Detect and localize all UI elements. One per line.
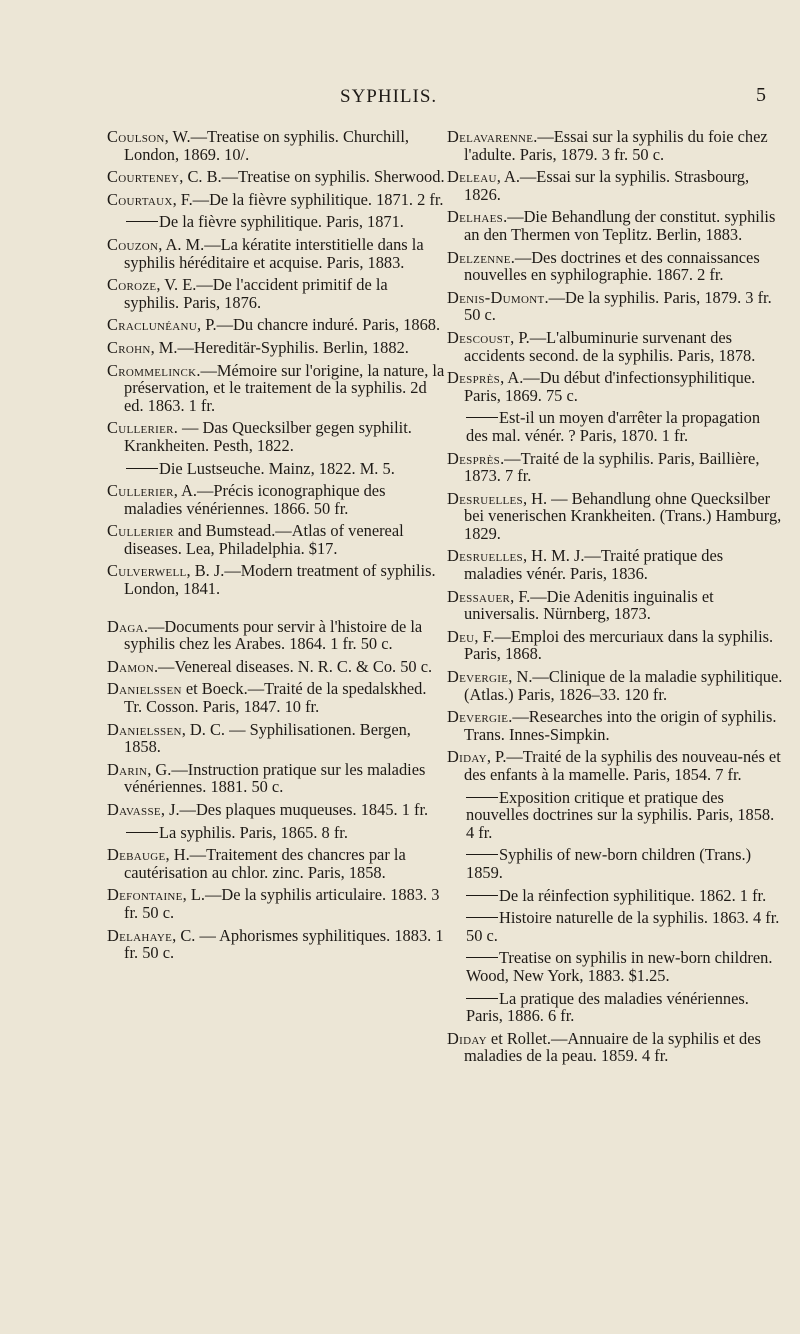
- bibliography-entry: [107, 276, 445, 311]
- bibliography-entry: [107, 316, 445, 334]
- entry-text: La syphilis. Paris, 1865. 8 fr.: [159, 822, 348, 842]
- bibliography-entry: [447, 168, 785, 203]
- entry-text: , A.—Du début d'infectionsyphilitique. Paris, 1869. 75 c.: [464, 368, 756, 405]
- entry-author: Debauge: [107, 845, 166, 865]
- bibliography-entry: [107, 522, 445, 557]
- bibliography-entry-continuation: [447, 949, 785, 984]
- entry-author: Desprès: [447, 448, 501, 468]
- bibliography-entry: [107, 339, 445, 357]
- bibliography-entry: [107, 846, 445, 881]
- bibliography-entry: [107, 236, 445, 271]
- entry-text: Exposition critique et pratique des nouvelles doctrines sur la syphilis. Paris, 1858. 4 fr.: [466, 787, 775, 842]
- entry-author: Daga: [107, 616, 144, 636]
- entry-author: Danielssen: [107, 719, 182, 739]
- bibliography-entry: [447, 490, 785, 543]
- entry-author: Craclunéanu: [107, 315, 198, 335]
- bibliography-entry: [107, 362, 445, 415]
- bibliography-entry: [107, 128, 445, 163]
- bibliography-entry: [447, 249, 785, 284]
- bibliography-entry: [107, 562, 445, 597]
- entry-author: Devergie: [447, 707, 509, 727]
- bibliography-entry: [107, 168, 445, 186]
- entry-author: Diday: [447, 1028, 487, 1048]
- entry-text: , A. M.—La kératite interstitielle dans la syphilis héréditaire et acquise. Paris, 1883.: [124, 234, 424, 272]
- entry-text: , A.—Précis iconographique des maladies vénériennes. 1866. 50 fr.: [124, 481, 386, 518]
- entry-text: , A.—Essai sur la syphilis. Strasbourg, 1826.: [464, 167, 750, 204]
- entry-text: De la fièvre syphilitique. Paris, 1871.: [159, 212, 404, 232]
- entry-text: La pratique des maladies vénériennes. Paris, 1886. 6 fr.: [466, 988, 749, 1026]
- entry-text: .—Documents pour servir à l'histoire de la syphilis chez les Arabes. 1864. 1 fr. 50 c.: [124, 616, 423, 654]
- entry-text: Histoire naturelle de la syphilis. 1863. 4 fr. 50 c.: [466, 908, 780, 945]
- bibliography-entry: [107, 618, 445, 653]
- bibliography-entry-continuation: [447, 887, 785, 905]
- entry-text: and Bumstead.—Atlas of venereal diseases. Lea, Philadelphia. $17.: [124, 521, 404, 558]
- entry-text: .—Mémoire sur l'origine, la nature, la préservation, et le traitement de la syphilis. 2d ed. 1863. 1 fr.: [124, 360, 445, 415]
- entry-author: Deu: [447, 626, 475, 646]
- entry-text: , C. — Aphorismes syphilitiques. 1883. 1 fr. 50 c.: [124, 925, 444, 963]
- bibliography-entry: [107, 721, 445, 756]
- entry-text: , H.—Traitement des chancres par la cautérisation au chlor. zinc. Paris, 1858.: [124, 845, 406, 882]
- entry-text: , B. J.—Modern treatment of syphilis. London, 1841.: [124, 561, 436, 599]
- entry-text: De la réinfection syphilitique. 1862. 1 fr.: [499, 885, 767, 905]
- entry-text: , H. — Behandlung ohne Quecksilber bei venerischen Krankheiten. (Trans.) Hamburg, 1829.: [464, 488, 782, 543]
- entry-author: Cullerier: [107, 418, 174, 438]
- bibliography-entry: [447, 547, 785, 582]
- entry-author: Culverwell: [107, 561, 187, 581]
- bibliography-entry: [447, 628, 785, 663]
- entry-author: Crohn: [107, 337, 151, 357]
- bibliography-entry: [107, 680, 445, 715]
- entry-text: , H. M. J.—Traité pratique des maladies vénér. Paris, 1836.: [464, 546, 724, 584]
- bibliography-entry: [107, 482, 445, 517]
- bibliography-entry: [447, 369, 785, 404]
- right-column: [447, 128, 785, 1070]
- bibliography-entry: [447, 588, 785, 623]
- entry-text: .—Venereal diseases. N. R. C. & Co. 50 c.: [153, 656, 433, 676]
- bibliography-entry-continuation: [447, 789, 785, 842]
- left-column: [107, 128, 445, 967]
- entry-text: , F.—De la fièvre syphilitique. 1871. 2 fr.: [172, 189, 444, 209]
- bibliography-entry: [447, 329, 785, 364]
- entry-author: Descoust: [447, 327, 511, 347]
- entry-text: , F.—Die Adenitis inguinalis et universalis. Nürnberg, 1873.: [464, 586, 714, 624]
- bibliography-entry: [447, 450, 785, 485]
- bibliography-entry-continuation: [107, 460, 445, 478]
- entry-author: Devergie: [447, 667, 509, 687]
- bibliography-entry-continuation: [107, 213, 445, 231]
- entry-author: Cullerier: [107, 481, 174, 501]
- bibliography-entry: [447, 708, 785, 743]
- bibliography-entry: [107, 886, 445, 921]
- running-head: SYPHILIS.: [340, 86, 438, 107]
- entry-author: Desprès: [447, 368, 501, 388]
- entry-author: Davasse: [107, 800, 161, 819]
- entry-author: Defontaine: [107, 885, 183, 905]
- entry-text: , M.—Hereditär-Syphilis. Berlin, 1882.: [150, 337, 409, 357]
- entry-text: , C. B.—Treatise on syphilis. Sherwood.: [179, 167, 445, 187]
- entry-text: , N.—Clinique de la maladie syphilitique. (Atlas.) Paris, 1826–33. 120 fr.: [464, 667, 783, 704]
- entry-text: .—Essai sur la syphilis du foie chez l'adulte. Paris, 1879. 3 fr. 50 c.: [464, 127, 768, 164]
- entry-author: Desruelles: [447, 488, 523, 508]
- entry-text: .—Traité de la syphilis. Paris, Baillière, 1873. 7 fr.: [464, 448, 760, 486]
- bibliography-entry-continuation: [447, 909, 785, 944]
- entry-author: Desruelles: [447, 546, 523, 566]
- bibliography-entry: [447, 1030, 785, 1065]
- entry-author: Delahaye: [107, 925, 173, 945]
- entry-text: , P.—L'albuminurie survenant des accidents second. de la syphilis. Paris, 1878.: [464, 327, 756, 365]
- entry-author: Dessauer: [447, 586, 511, 606]
- entry-text: .—Des doctrines et des connaissances nouvelles en syphilographie. 1867. 2 fr.: [464, 247, 760, 285]
- entry-author: Courteney: [107, 167, 180, 187]
- entry-author: Delzenne: [447, 247, 511, 267]
- entry-author: Crommelinck: [107, 360, 197, 380]
- page-number: 5: [756, 84, 766, 106]
- entry-author: Diday: [447, 747, 487, 767]
- bibliography-entry: [107, 191, 445, 209]
- entry-author: Deleau: [447, 167, 497, 187]
- bibliography-entry-continuation: [447, 409, 785, 444]
- bibliography-entry: [107, 761, 445, 796]
- entry-text: et Boeck.—Traité de la spedalskhed. Tr. Cosson. Paris, 1847. 10 fr.: [124, 679, 427, 717]
- entry-text: .—Researches into the origin of syphilis. Trans. Innes-Simpkin.: [464, 707, 777, 744]
- bibliography-entry: [447, 289, 785, 324]
- entry-author: Denis-Dumont: [447, 287, 545, 307]
- entry-text: , J.—Des plaques muqueuses. 1845. 1 fr.: [160, 800, 429, 819]
- entry-text: et Rollet.—Annuaire de la syphilis et des maladies de la peau. 1859. 4 fr.: [464, 1028, 761, 1066]
- bibliography-entry-continuation: [447, 846, 785, 881]
- entry-text: Syphilis of new-born children (Trans.) 1859.: [466, 845, 752, 882]
- entry-author: Darin: [107, 759, 148, 779]
- entry-text: . — Das Quecksilber gegen syphilit. Krankheiten. Pesth, 1822.: [124, 418, 412, 455]
- entry-author: Coulson: [107, 127, 165, 146]
- entry-text: Treatise on syphilis in new-born children. Wood, New York, 1883. $1.25.: [466, 948, 773, 985]
- entry-author: Delavarenne: [447, 127, 534, 146]
- entry-text: Est-il un moyen d'arrêter la propagation des mal. vénér. ? Paris, 1870. 1 fr.: [466, 408, 761, 445]
- entry-text: , P.—Du chancre induré. Paris, 1868.: [197, 315, 441, 335]
- entry-author: Couzon: [107, 234, 159, 254]
- bibliography-entry: [107, 419, 445, 454]
- entry-text: , L.—De la syphilis articulaire. 1883. 3 fr. 50 c.: [124, 885, 440, 922]
- bibliography-entry-continuation: [447, 990, 785, 1025]
- entry-text: , V. E.—De l'accident primitif de la syphilis. Paris, 1876.: [124, 275, 388, 312]
- bibliography-entry: [447, 668, 785, 703]
- entry-text: Die Lustseuche. Mainz, 1822. M. 5.: [159, 458, 395, 478]
- bibliography-entry: [107, 801, 445, 819]
- bibliography-entry: [107, 927, 445, 962]
- entry-text: , P.—Traité de la syphilis des nouveau-nés et des enfants à la mamelle. Paris, 1854. 7 fr.: [464, 747, 781, 784]
- entry-text: .—Die Behandlung der constitut. syphilis an den Thermen von Teplitz. Berlin, 1883.: [464, 207, 776, 244]
- entry-text: , G.—Instruction pratique sur les maladies vénériennes. 1881. 50 c.: [124, 759, 426, 797]
- entry-author: Coroze: [107, 275, 157, 295]
- entry-author: Delhaes: [447, 207, 504, 227]
- entry-author: Cullerier: [107, 521, 174, 541]
- entry-author: Damon: [107, 656, 154, 676]
- entry-author: Danielssen: [107, 679, 182, 699]
- bibliography-entry: [447, 128, 785, 163]
- entry-text: , F.—Emploi des mercuriaux dans la syphilis. Paris, 1868.: [464, 626, 774, 664]
- entry-text: , W.—Treatise on syphilis. Churchill, London, 1869. 10/.: [124, 127, 410, 164]
- entry-text: .—De la syphilis. Paris, 1879. 3 fr. 50 c.: [464, 287, 772, 325]
- bibliography-entry: [447, 748, 785, 783]
- entry-author: Courtaux: [107, 189, 173, 209]
- bibliography-entry-continuation: [107, 824, 445, 842]
- bibliography-entry: [447, 208, 785, 243]
- entry-text: , D. C. — Syphilisationen. Bergen, 1858.: [124, 719, 411, 757]
- bibliography-entry: [107, 658, 445, 676]
